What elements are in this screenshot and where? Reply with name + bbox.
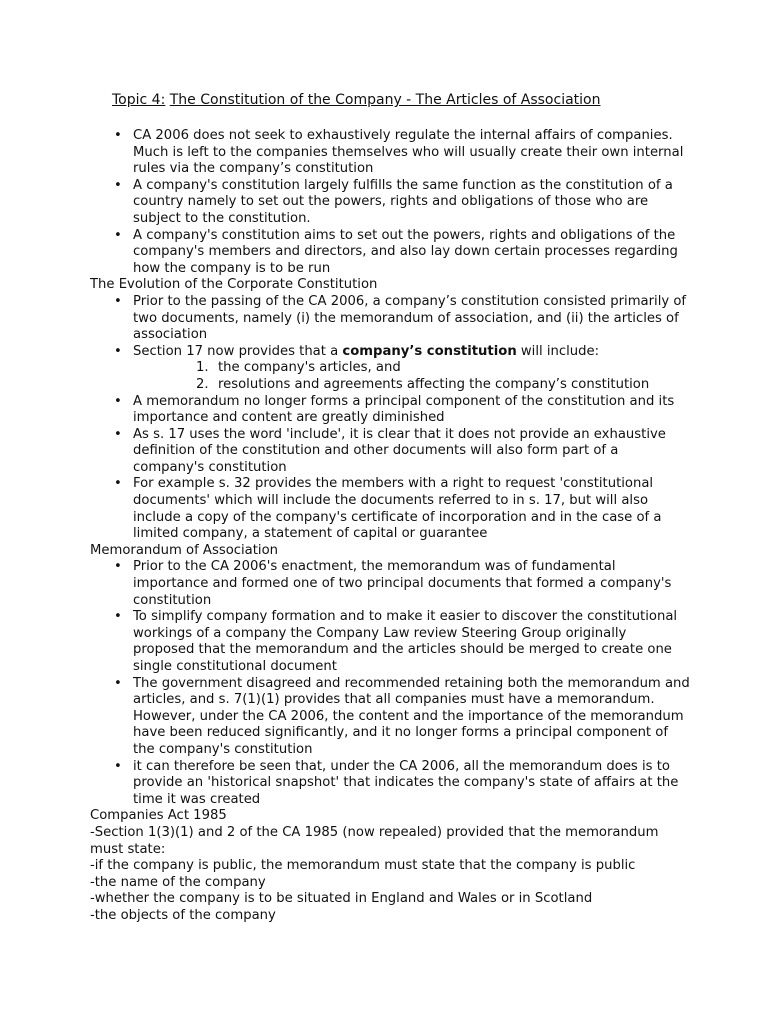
numbered-item-text: the company's articles, and xyxy=(218,360,401,376)
list-item-text: For example s. 32 provides the members with a right to request 'constitutional documents' which will include the documents referred to in s. 17, but will also include a copy of the company's certificate of incorporation and in the case of a limited company, a statement of capital or guarantee xyxy=(133,476,662,542)
numbered-sublist xyxy=(90,360,690,393)
list-item xyxy=(90,427,690,477)
paragraph-line: -if the company is public, the memorandum must state that the company is public xyxy=(90,858,636,874)
bullet-icon: • xyxy=(114,559,122,575)
list-item xyxy=(90,609,690,675)
bullet-icon: • xyxy=(114,476,122,492)
list-item-text: A company's constitution aims to set out the powers, rights and obligations of the company's members and directors, and also lay down certain processes regarding how the company is to be run xyxy=(133,227,678,276)
list-item xyxy=(90,344,690,361)
bullet-icon: • xyxy=(114,758,122,774)
numbered-item xyxy=(196,360,690,377)
numbered-item xyxy=(196,377,690,394)
paragraph-line: -Section 1(3)(1) and 2 of the CA 1985 (now repealed) provided that the memorandum must state: xyxy=(90,824,659,857)
section-heading-evolution: The Evolution of the Corporate Constitution xyxy=(90,277,378,293)
list-item-text-pre: Section 17 now provides that a xyxy=(133,343,343,359)
list-item xyxy=(90,559,690,609)
list-item xyxy=(90,228,690,278)
list-item-text-post: will include: xyxy=(516,343,600,359)
item-number: 1. xyxy=(196,360,209,376)
list-item-text: A memorandum no longer forms a principal component of the constitution and its importance and content are greatly diminished xyxy=(133,393,675,426)
topic-label: Topic 4: xyxy=(112,92,166,108)
bullet-icon: • xyxy=(114,609,122,625)
memorandum-list xyxy=(90,559,690,808)
bullet-icon: • xyxy=(114,128,122,143)
intro-list xyxy=(90,128,690,277)
list-item-text: The government disagreed and recommended retaining both the memorandum and articles, and s. 7(1)(1) provides that all companies must have a memorandum. However, under the CA 2006, the content and the importance of the memorandum have been reduced significantly, and it no longer forms a principal component of the company's constitution xyxy=(133,675,690,757)
list-item xyxy=(90,759,690,809)
numbered-item-text: resolutions and agreements affecting the company’s constitution xyxy=(218,376,650,392)
evolution-list xyxy=(90,294,690,360)
bullet-icon: • xyxy=(114,393,122,409)
paragraph-line: -the name of the company xyxy=(90,874,266,890)
list-item-text: As s. 17 uses the word 'include', it is clear that it does not provide an exhaustive definition of the constitution and other documents will also form part of a company's constitution xyxy=(133,426,666,475)
bullet-icon: • xyxy=(114,227,122,243)
list-item-text: Prior to the CA 2006's enactment, the memorandum was of fundamental importance and formed one of two principal documents that formed a company's constitution xyxy=(133,559,672,608)
bullet-icon: • xyxy=(114,426,122,442)
list-item xyxy=(90,128,690,178)
list-item xyxy=(90,476,690,542)
item-number: 2. xyxy=(196,376,209,392)
list-item xyxy=(90,676,690,759)
paragraph-line: -the objects of the company xyxy=(90,907,276,923)
list-item-text-bold: company’s constitution xyxy=(342,343,517,359)
list-item xyxy=(90,294,690,344)
evolution-list-cont xyxy=(90,394,690,543)
title-text: The Constitution of the Company - The Articles of Association xyxy=(169,92,601,108)
bullet-icon: • xyxy=(114,343,122,359)
list-item-text: A company's constitution largely fulfills the same function as the constitution of a country namely to set out the powers, rights and obligations of those who are subject to the constitution. xyxy=(133,177,673,226)
list-item-text: CA 2006 does not seek to exhaustively regulate the internal affairs of companies. Much is left to the companies themselves who will usually create their own internal rules via the company’s constitution xyxy=(133,128,684,177)
bullet-icon: • xyxy=(114,675,122,691)
document-title xyxy=(112,91,600,109)
paragraph-line: -whether the company is to be situated in England and Wales or in Scotland xyxy=(90,891,593,907)
list-item-text: To simplify company formation and to make it easier to discover the constitutional workings of a company the Company Law review Steering Group originally proposed that the memorandum and the articles should be merged to create one single constitutional document xyxy=(133,609,678,674)
list-item-text: it can therefore be seen that, under the CA 2006, all the memorandum does is to provide an 'historical snapshot' that indicates the company's state of affairs at the time it was created xyxy=(133,758,679,807)
list-item-text: Prior to the passing of the CA 2006, a company’s constitution consisted primarily of two documents, namely (i) the memorandum of association, and (ii) the articles of association xyxy=(133,293,687,343)
bullet-icon: • xyxy=(114,177,122,193)
list-item xyxy=(90,394,690,427)
bullet-icon: • xyxy=(114,293,122,309)
section-heading-ca1985: Companies Act 1985 xyxy=(90,808,227,824)
section-heading-memorandum: Memorandum of Association xyxy=(90,542,279,558)
list-item xyxy=(90,178,690,228)
document-body xyxy=(90,128,690,925)
